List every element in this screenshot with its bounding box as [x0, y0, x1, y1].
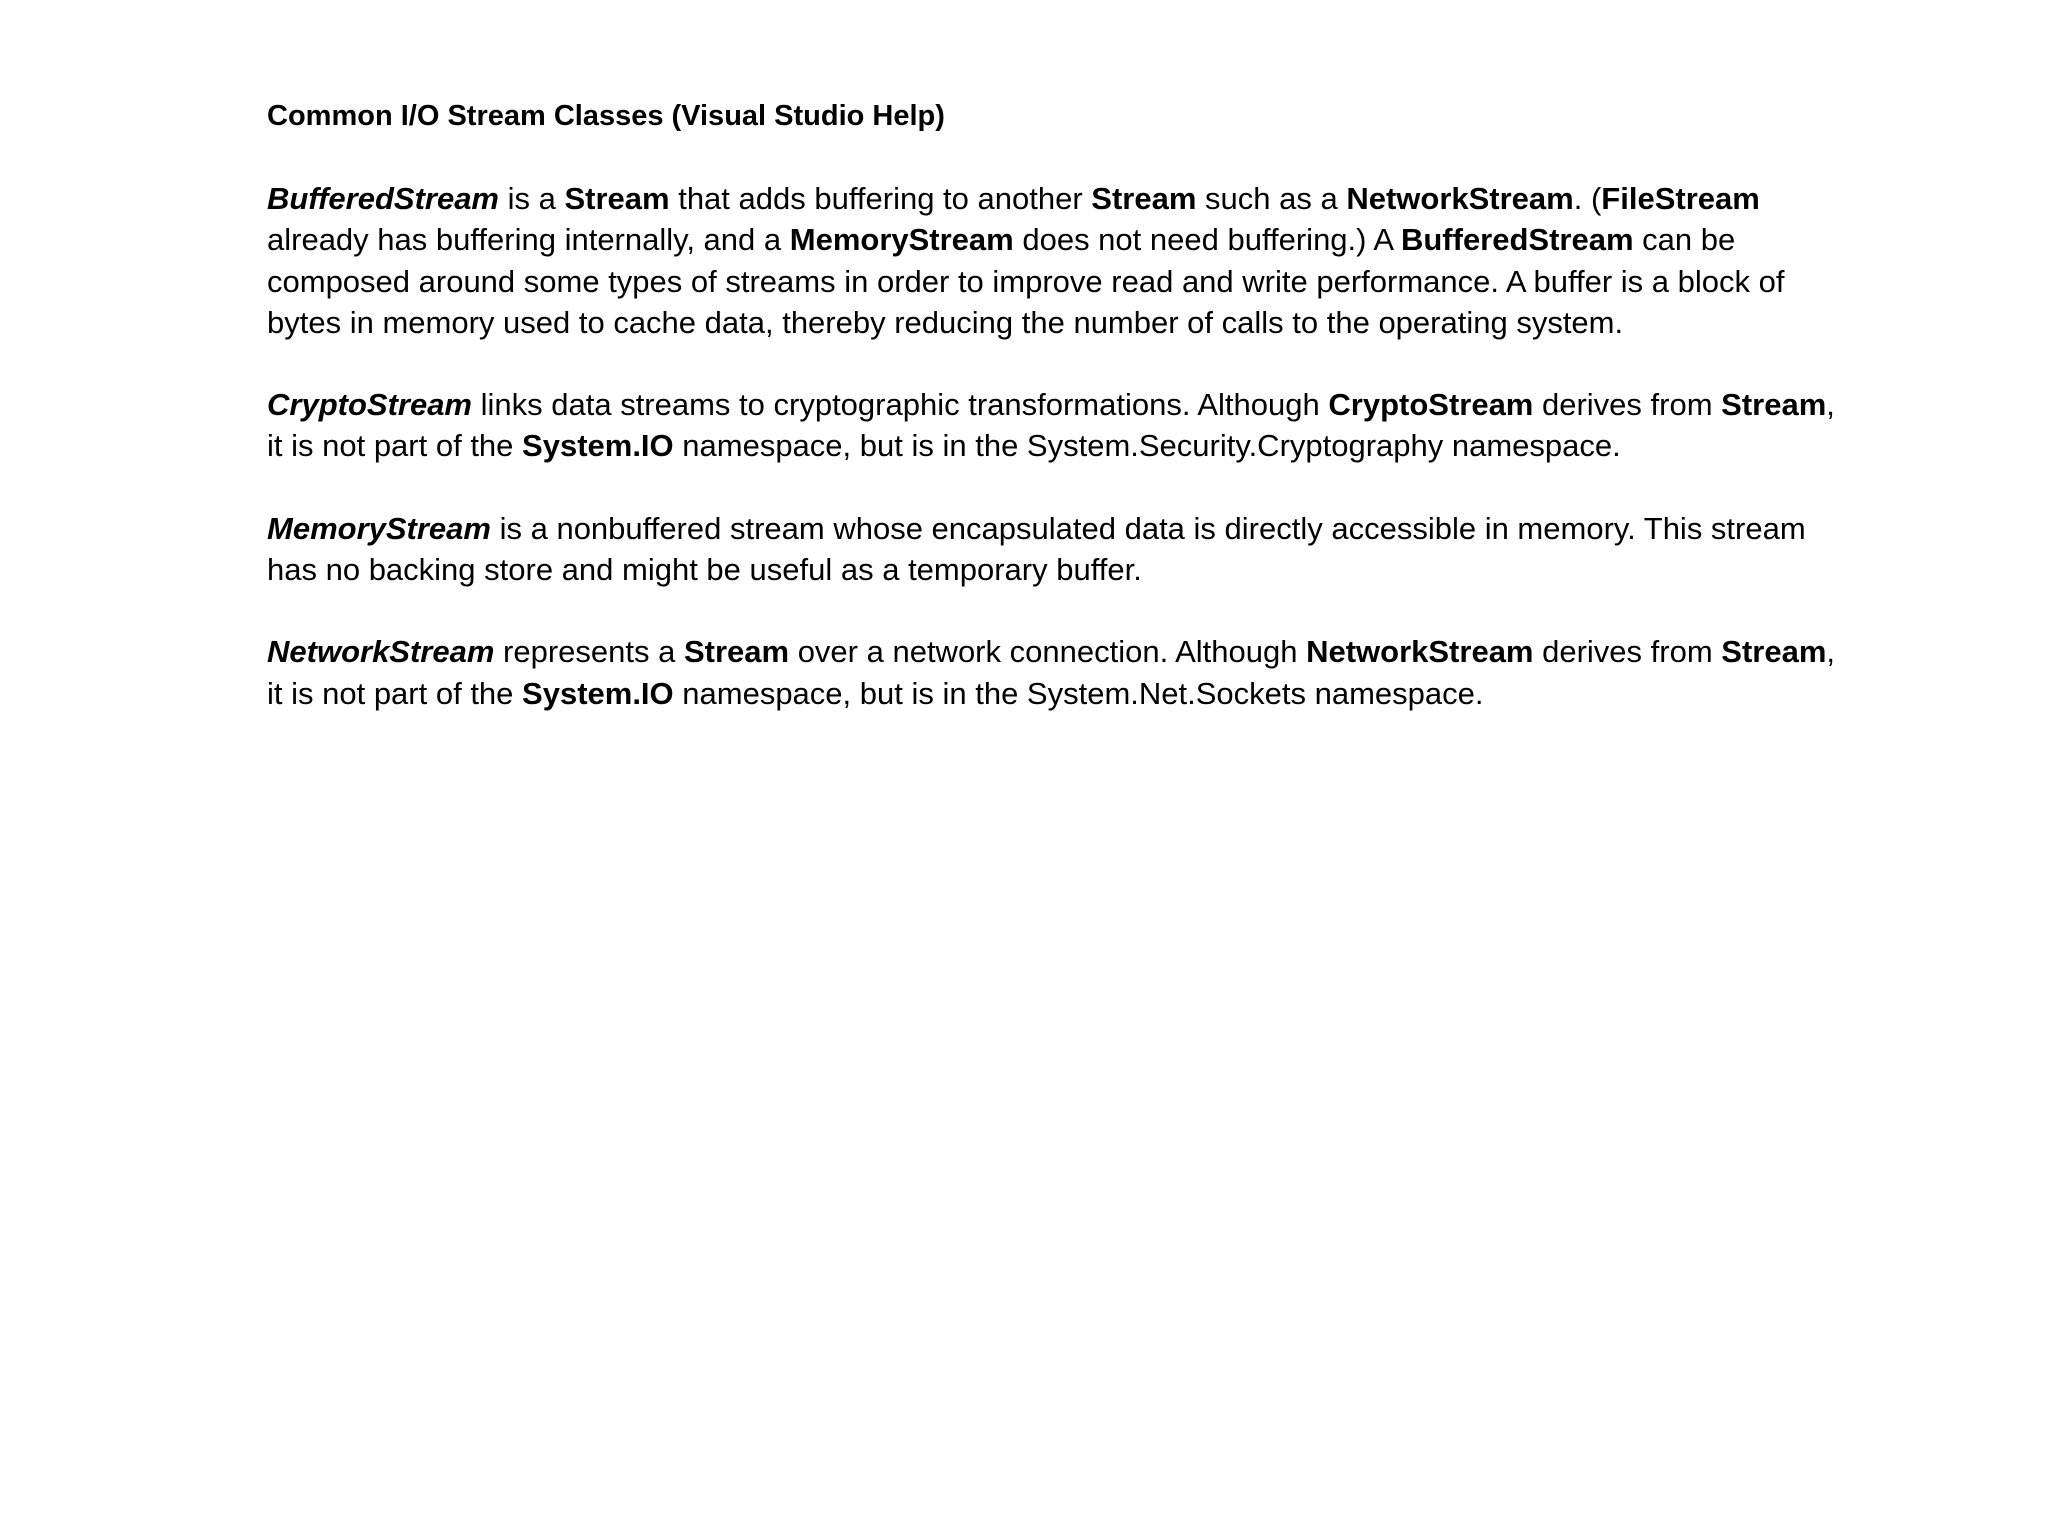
text-run: does not need buffering.) A: [1013, 222, 1401, 258]
text-run: already has buffering internally, and a: [267, 222, 790, 258]
text-run: derives from: [1533, 634, 1722, 670]
document-title: Common I/O Stream Classes (Visual Studio Help): [267, 100, 945, 132]
paragraph-networkstream: [267, 631, 1847, 714]
text-run: namespace, but is in the System.Security.Cryptography namespace.: [673, 428, 1621, 464]
paragraph-memorystream: [267, 508, 1847, 591]
bold-term: System.IO: [522, 675, 674, 711]
text-run: is a nonbuffered stream whose encapsulated data is directly accessible in memory. This stream has no backing store and might be useful as a temporary buffer.: [267, 510, 1806, 588]
text-run: , it is not part of the: [267, 387, 1835, 464]
bold-term: FileStream: [1601, 181, 1760, 216]
bold-term: MemoryStream: [789, 222, 1014, 258]
text-run: over a network connection. Although: [789, 634, 1307, 670]
text-run: derives from: [1533, 387, 1722, 423]
term-networkstream: NetworkStream: [267, 634, 495, 670]
text-run: . (: [1573, 181, 1602, 216]
text-run: links data streams to cryptographic transformations. Although: [472, 387, 1329, 423]
text-run: that adds buffering to another: [669, 181, 1092, 216]
bold-term: Stream: [1091, 181, 1197, 216]
bold-term: Stream: [564, 181, 670, 216]
paragraph-cryptostream: [267, 384, 1847, 467]
bold-term: Stream: [1721, 634, 1827, 670]
text-run: , it is not part of the: [267, 634, 1836, 711]
bold-term: CryptoStream: [1328, 387, 1534, 423]
term-memorystream: MemoryStream: [267, 510, 491, 546]
text-run: represents a: [494, 634, 684, 670]
bold-term: NetworkStream: [1346, 181, 1574, 216]
paragraph-bufferedstream: [267, 178, 1847, 343]
bold-term: Stream: [683, 634, 790, 670]
term-cryptostream: CryptoStream: [267, 387, 472, 423]
bold-term: System.IO: [522, 428, 674, 464]
document-page: [267, 96, 1847, 755]
text-run: is a: [499, 181, 565, 216]
text-run: such as a: [1196, 181, 1347, 216]
bold-term: NetworkStream: [1306, 634, 1534, 670]
term-bufferedstream: BufferedStream: [267, 181, 500, 216]
text-run: can be composed around some types of streams in order to improve read and write performance. A buffer is a block of bytes in memory used to cache data, thereby reducing the number of calls to the operating system.: [267, 222, 1785, 340]
bold-term: Stream: [1721, 387, 1827, 423]
text-run: namespace, but is in the System.Net.Sockets namespace.: [673, 675, 1484, 711]
bold-term: BufferedStream: [1400, 222, 1634, 258]
